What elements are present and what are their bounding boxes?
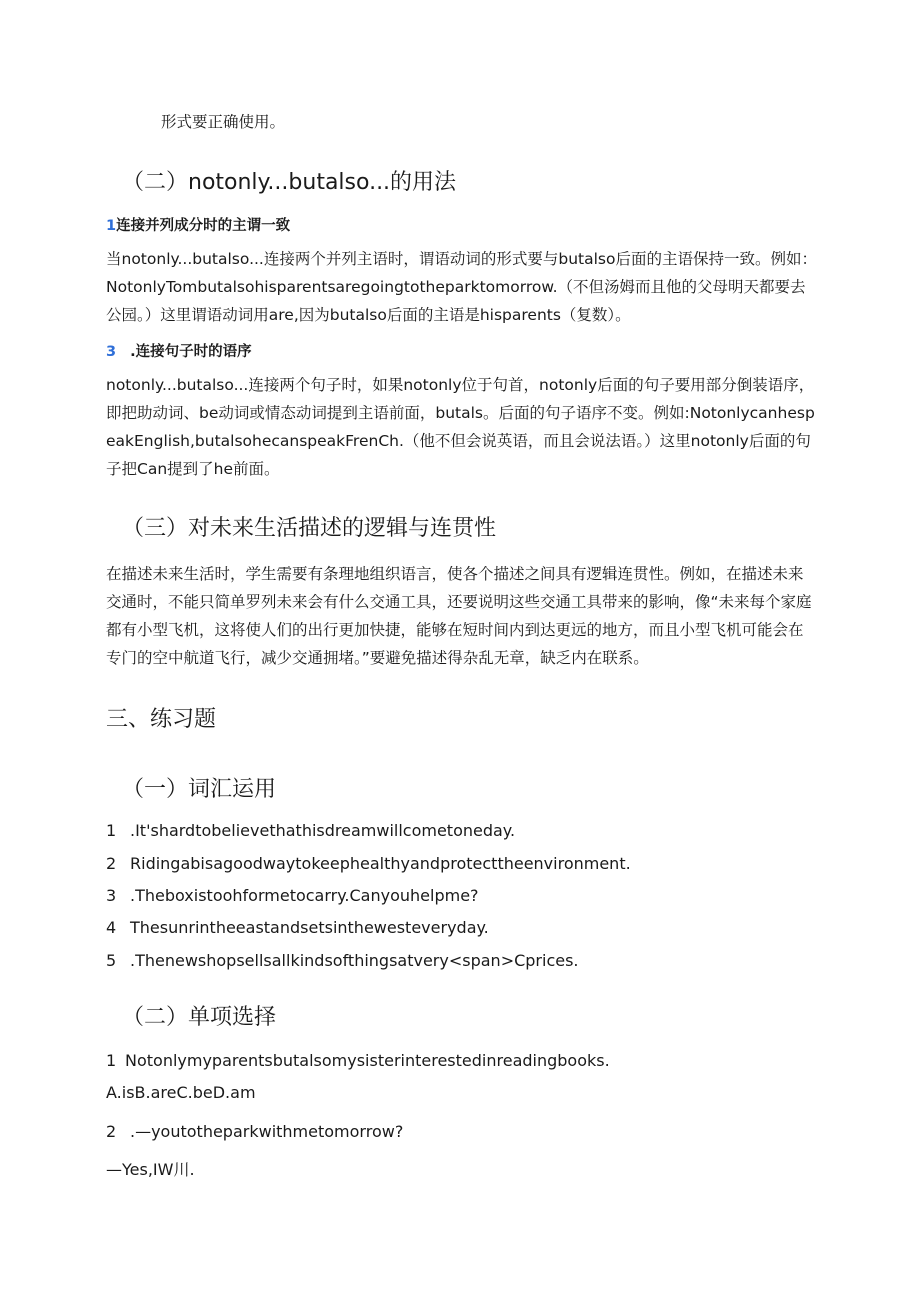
question-number: 2 bbox=[106, 1122, 117, 1141]
choice-heading: （二）单项选择 bbox=[122, 1005, 277, 1030]
choice-question bbox=[106, 1053, 610, 1069]
question-text: Notonlymyparentsbutalsomysisterinterestedinreadingbooks. bbox=[125, 1051, 610, 1070]
vocab-item bbox=[106, 856, 631, 872]
vocab-item bbox=[106, 823, 515, 839]
vocab-item bbox=[106, 888, 479, 904]
paragraph-agreement: 当notonly...butalso...连接两个并列主语时，谓语动词的形式要与butalso后面的主语保持一致。例如：NotonlyTombutalsohisparentsaregoingtotheparktomorrow.（不但汤姆而且他的父母明天都要去公园。）这里谓语动词用are,因为butalso后面的主语是hisparents（复数）。 bbox=[106, 250, 817, 324]
item-text: .Thenewshopsellsallkindsofthingsatvery<span>Cprices. bbox=[130, 951, 579, 970]
item-number: 4 bbox=[106, 918, 117, 937]
item-number: 1 bbox=[106, 821, 117, 840]
item-number: 3 bbox=[106, 886, 117, 905]
section-heading-notonly: （二）notonly...butalso...的用法 bbox=[122, 170, 457, 195]
question-text: .—youtotheparkwithmetomorrow? bbox=[130, 1122, 404, 1141]
subheading-agreement bbox=[106, 219, 290, 234]
item-text: Thesunrintheeastandsetsinthewesteveryday. bbox=[130, 918, 489, 937]
intro-tail-text: 形式要正确使用。 bbox=[161, 113, 286, 131]
item-text: Ridingabisagoodwaytokeephealthyandprotecttheenvironment. bbox=[130, 854, 631, 873]
paragraph-word-order: notonly...butalso...连接两个句子时，如果notonly位于句首，notonly后面的句子要用部分倒装语序，即把助动词、be动词或情态动词提到主语前面，butals。后面的句子语序不变。例如:NotonlycanhespeakEnglish,butalsohecanspeakFrenCh.（他不但会说英语，而且会说法语。）这里notonly后面的句子把Can提到了he前面。 bbox=[106, 376, 815, 478]
vocab-item bbox=[106, 920, 489, 936]
choice-options: A.isB.areC.beD.am bbox=[106, 1083, 256, 1102]
item-number: 5 bbox=[106, 951, 117, 970]
choice-question bbox=[106, 1124, 403, 1140]
item-text: .It'shardtobelievethathisdreamwillcometoneday. bbox=[130, 821, 516, 840]
paragraph-logic: 在描述未来生活时，学生需要有条理地组织语言，使各个描述之间具有逻辑连贯性。例如，在描述未来交通时，不能只简单罗列未来会有什么交通工具，还要说明这些交通工具带来的影响，像“未来每个家庭都有小型飞机，这将使人们的出行更加快捷，能够在短时间内到达更远的地方，而且小型飞机可能会在专门的空中航道飞行，减少交通拥堵。”要避免描述得杂乱无章，缺乏内在联系。 bbox=[106, 565, 812, 667]
vocab-item bbox=[106, 953, 579, 969]
subheading-label: 连接并列成分时的主谓一致 bbox=[116, 218, 291, 234]
vocab-heading: （一）词汇运用 bbox=[122, 777, 277, 802]
exercises-heading: 三、练习题 bbox=[106, 707, 217, 732]
subheading-label: .连接句子时的语序 bbox=[130, 344, 252, 360]
subheading-number: 3 bbox=[106, 344, 117, 360]
choice-answer: —Yes,IW川. bbox=[106, 1160, 195, 1179]
section-heading-logic: （三）对未来生活描述的逻辑与连贯性 bbox=[122, 516, 497, 541]
subheading-number: 1 bbox=[106, 218, 117, 234]
question-number: 1 bbox=[106, 1051, 117, 1070]
item-number: 2 bbox=[106, 854, 117, 873]
subheading-word-order bbox=[106, 345, 252, 360]
item-text: .Theboxistoohformetocarry.Canyouhelpme? bbox=[130, 886, 479, 905]
